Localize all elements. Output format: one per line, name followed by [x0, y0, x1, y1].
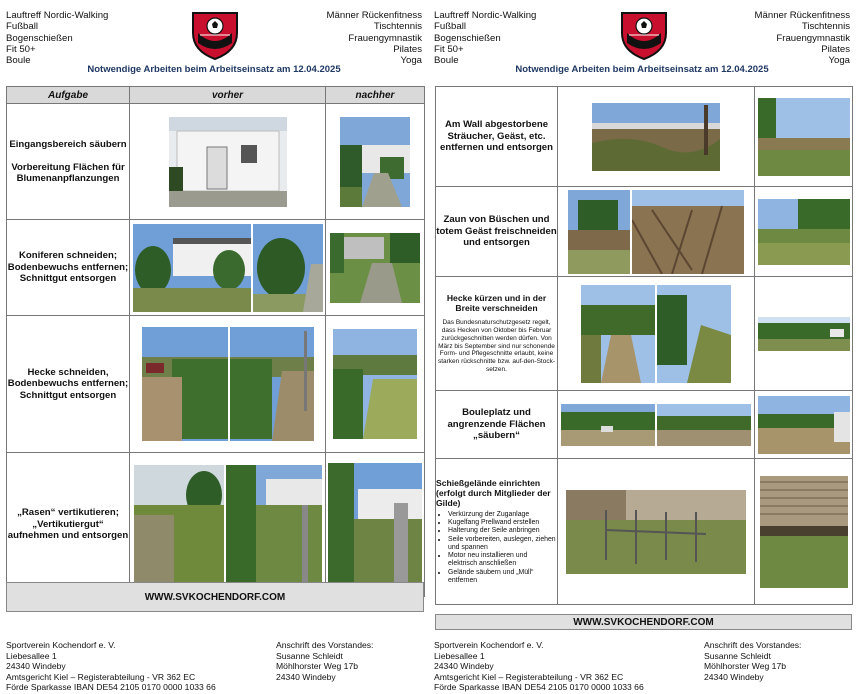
- header-item: Fit 50+: [434, 43, 464, 55]
- header-item: Yoga: [828, 55, 850, 67]
- address-line: Anschrift des Vorstandes:: [276, 640, 374, 650]
- column-header: vorher: [130, 87, 326, 104]
- table-row: [7, 316, 425, 453]
- task-cell: Koniferen schneiden; Bodenbewuchs entfernen; Schnittgut entsorgen: [7, 220, 130, 316]
- table-row: [436, 459, 853, 605]
- address-line: Liebesallee 1: [6, 650, 57, 661]
- website-link[interactable]: WWW.SVKOCHENDORF.COM: [6, 582, 424, 612]
- address-line: Amtsgericht Kiel – Registerabteilung - VR 362 EC: [6, 671, 196, 682]
- photo-before: [581, 285, 655, 383]
- address-line: Förde Sparkasse IBAN DE54 2105 0170 0000 1033 66: [6, 682, 216, 693]
- photo-after: [758, 199, 850, 265]
- list-item: • Kugelfang Prellwand erstellen: [448, 519, 557, 527]
- page-title: Notwendige Arbeiten beim Arbeitseinsatz am 12.04.2025: [515, 64, 769, 75]
- photo-before: [657, 404, 751, 446]
- header-sports-right: [755, 10, 850, 66]
- photo-before: [632, 190, 744, 274]
- header-item: Boule: [6, 55, 31, 67]
- address-line: 24340 Windeby: [704, 671, 764, 682]
- address-line: 24340 Windeby: [434, 661, 494, 672]
- table-row: [7, 104, 425, 220]
- header-item: Tischtennis: [801, 21, 850, 33]
- header-sports-left: [6, 10, 108, 66]
- club-logo: [619, 9, 669, 61]
- task-steps: [436, 511, 557, 585]
- task-table: [6, 86, 425, 597]
- photo-before: [230, 327, 314, 441]
- page-title: Notwendige Arbeiten beim Arbeitseinsatz am 12.04.2025: [87, 64, 341, 75]
- header-item: Fit 50+: [6, 43, 36, 55]
- photo-before: [169, 117, 287, 207]
- photo-before: [142, 327, 228, 441]
- task-note: Das Bundesnaturschutzgesetz regelt, dass Hecken von Oktober bis Februar zurückgeschnitten werden dürfen. Von März bis September sind nur schonende Form- und Pflegeschnitte erlaubt, keine starken rückschnitte bzw. auf-den-Stock-setzen.: [437, 319, 556, 373]
- header-item: Bogenschießen: [434, 32, 501, 44]
- header-item: Bogenschießen: [6, 32, 73, 44]
- board-address: [276, 640, 373, 682]
- task-cell: Hecke schneiden, Bodenbewuchs entfernen; Schnittgut entsorgen: [7, 316, 130, 453]
- address-line: Sportverein Kochendorf e. V.: [434, 640, 544, 650]
- table-row: [436, 87, 853, 187]
- header-item: Frauengymnastik: [776, 32, 850, 44]
- photo-after: [760, 476, 848, 588]
- address-line: Susanne Schleidt: [704, 650, 771, 661]
- photo-before: [253, 224, 323, 312]
- header-item: Männer Rückenfitness: [326, 10, 422, 21]
- table-row: [436, 187, 853, 277]
- photo-before: [566, 490, 746, 574]
- website-link[interactable]: WWW.SVKOCHENDORF.COM: [435, 614, 852, 630]
- column-header: nachher: [326, 87, 425, 104]
- photo-before: [657, 285, 731, 383]
- task-title: Schießgelände einrichten (erfolgt durch Mitglieder der Gilde): [436, 478, 551, 509]
- table-row: [436, 277, 853, 391]
- photo-after: [330, 233, 420, 303]
- address-line: 24340 Windeby: [276, 671, 336, 682]
- header-item: Pilates: [393, 43, 422, 55]
- task-title: Hecke kürzen und in der Breite verschneiden: [446, 293, 547, 314]
- header-sports-right: [327, 10, 422, 66]
- photo-after: [758, 98, 850, 176]
- list-item: • Motor neu installieren und elektrisch anschließen: [448, 552, 557, 568]
- page-right: [428, 0, 856, 694]
- photo-after: [758, 396, 850, 454]
- task-table: [435, 86, 853, 605]
- address-line: Liebesallee 1: [434, 650, 485, 661]
- photo-after: [758, 317, 850, 351]
- header-item: Frauengymnastik: [348, 32, 422, 44]
- header-item: Boule: [434, 55, 459, 67]
- task-cell: Am Wall abgestorbene Sträucher, Geäst, etc. entfernen und entsorgen: [436, 87, 558, 187]
- address-line: Sportverein Kochendorf e. V.: [6, 640, 116, 650]
- photo-before: [134, 465, 224, 585]
- header-item: Fußball: [6, 21, 38, 33]
- task-cell: [436, 277, 558, 391]
- task-cell: Zaun von Büschen und totem Geäst freischneiden und entsorgen: [436, 187, 558, 277]
- address-line: Anschrift des Vorstandes:: [704, 640, 802, 650]
- header-item: Yoga: [400, 55, 422, 67]
- column-header: Aufgabe: [7, 87, 130, 104]
- header-item: Pilates: [821, 43, 850, 55]
- header-sports-left: [434, 10, 536, 66]
- task-cell: Eingangsbereich säubern Vorbereitung Flächen für Blumenanpflanzungen: [7, 104, 130, 220]
- table-row: [7, 220, 425, 316]
- photo-before: [226, 465, 322, 585]
- header-item: Lauftreff Nordic-Walking: [434, 10, 537, 21]
- address-line: Amtsgericht Kiel – Registerabteilung - VR 362 EC: [434, 671, 624, 682]
- photo-after: [340, 117, 410, 207]
- photo-after: [333, 329, 417, 439]
- photo-before: [568, 190, 630, 274]
- header-item: Männer Rückenfitness: [754, 10, 850, 21]
- task-cell: Bouleplatz und angrenzende Flächen „säubern“: [436, 391, 558, 459]
- photo-before: [133, 224, 251, 312]
- list-item: • Gelände säubern und „Müll“ entfernen: [448, 569, 557, 585]
- table-row: [436, 391, 853, 459]
- address-line: Förde Sparkasse IBAN DE54 2105 0170 0000 1033 66: [434, 682, 644, 693]
- photo-after: [328, 463, 422, 587]
- task-cell: [436, 459, 558, 605]
- club-address: [434, 640, 644, 693]
- list-item: • Halterung der Seile anbringen: [448, 527, 557, 535]
- header-item: Fußball: [434, 21, 466, 33]
- address-line: 24340 Windeby: [6, 661, 66, 672]
- club-logo: [190, 9, 240, 61]
- address-line: Möhlhorster Weg 17b: [276, 661, 359, 672]
- club-address: [6, 640, 216, 693]
- photo-before: [592, 103, 720, 171]
- address-line: Möhlhorster Weg 17b: [704, 661, 787, 672]
- list-item: • Verkürzung der Zuganlage: [448, 511, 557, 519]
- header-item: Tischtennis: [373, 21, 422, 33]
- address-line: Susanne Schleidt: [276, 650, 343, 661]
- task-cell: „Rasen“ vertikutieren; „Vertikutiergut“ aufnehmen und entsorgen: [7, 453, 130, 597]
- list-item: • Seile vorbereiten, auslegen, ziehen und spannen: [448, 536, 557, 552]
- table-row: [7, 453, 425, 597]
- photo-before: [561, 404, 655, 446]
- board-address: [704, 640, 801, 682]
- header-item: Lauftreff Nordic-Walking: [6, 10, 109, 21]
